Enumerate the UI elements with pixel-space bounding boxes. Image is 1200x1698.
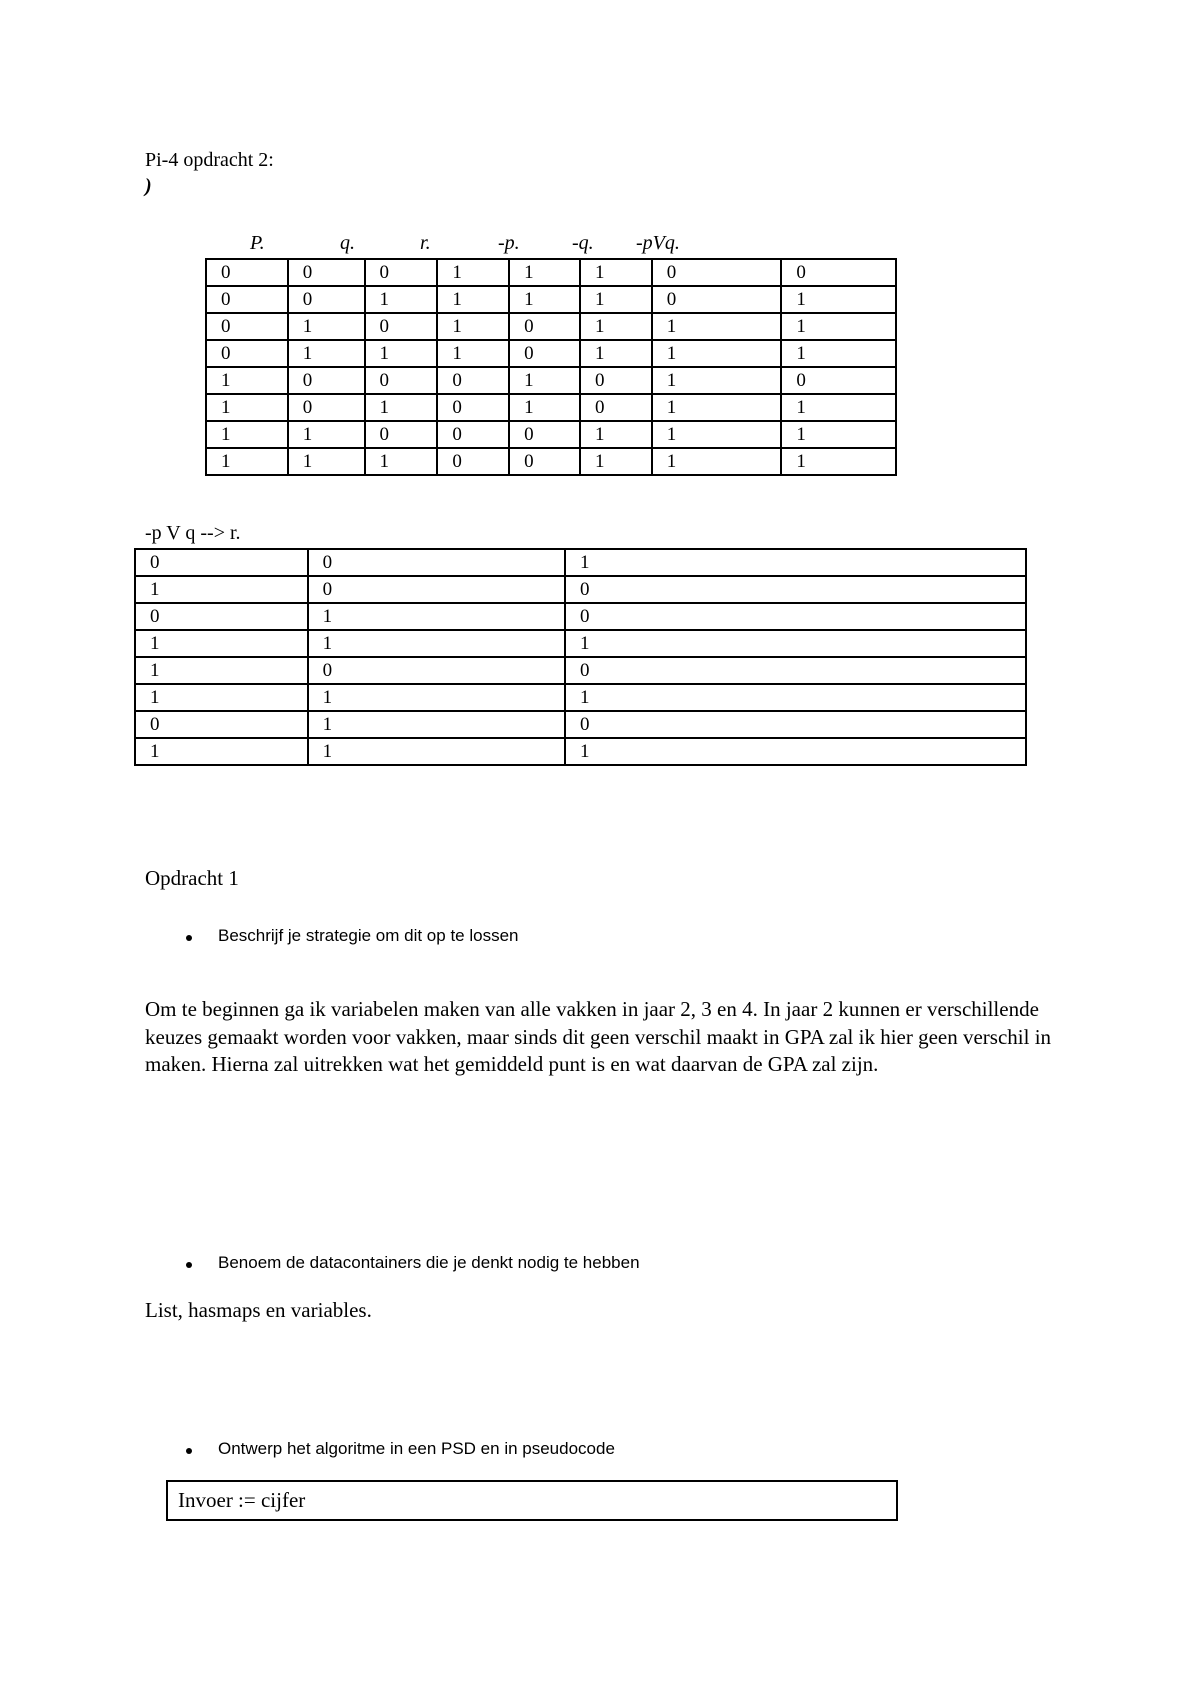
table-cell: 1 bbox=[288, 421, 365, 448]
table-cell: 1 bbox=[308, 630, 565, 657]
table-cell: 0 bbox=[437, 367, 509, 394]
table-cell: 0 bbox=[437, 448, 509, 475]
table-cell: 1 bbox=[206, 367, 288, 394]
table-cell: 1 bbox=[135, 684, 308, 711]
table-cell: 1 bbox=[206, 448, 288, 475]
table-cell: 1 bbox=[652, 340, 782, 367]
table-cell: 0 bbox=[565, 657, 1026, 684]
table-cell: 1 bbox=[206, 421, 288, 448]
bullet-algorithm: Ontwerp het algoritme in een PSD en in pseudocode bbox=[218, 1439, 615, 1458]
table-cell: 0 bbox=[437, 394, 509, 421]
table-cell: 0 bbox=[565, 603, 1026, 630]
table-cell: 1 bbox=[580, 340, 652, 367]
table-cell: 0 bbox=[652, 286, 782, 313]
table-cell: 1 bbox=[308, 684, 565, 711]
table-cell: 0 bbox=[288, 367, 365, 394]
table-cell: 0 bbox=[781, 259, 896, 286]
table-cell: 1 bbox=[781, 448, 896, 475]
table-cell: 1 bbox=[365, 340, 438, 367]
table-cell: 0 bbox=[509, 448, 580, 475]
table-cell: 1 bbox=[580, 313, 652, 340]
table-row bbox=[135, 657, 1026, 684]
bullet-strategy: Beschrijf je strategie om dit op te lossen bbox=[218, 926, 519, 945]
table-row bbox=[206, 340, 896, 367]
table-cell: 1 bbox=[437, 313, 509, 340]
table-row bbox=[135, 549, 1026, 576]
table-cell: 0 bbox=[580, 394, 652, 421]
table-row bbox=[206, 367, 896, 394]
implication-table bbox=[134, 548, 1027, 766]
table-row bbox=[206, 286, 896, 313]
table-cell: 1 bbox=[288, 448, 365, 475]
psd-box-text: Invoer := cijfer bbox=[178, 1488, 306, 1512]
table-cell: 0 bbox=[365, 313, 438, 340]
table-cell: 0 bbox=[308, 549, 565, 576]
table-row bbox=[206, 421, 896, 448]
table-cell: 1 bbox=[437, 286, 509, 313]
table-row bbox=[206, 394, 896, 421]
table-cell: 1 bbox=[781, 313, 896, 340]
table-row bbox=[135, 576, 1026, 603]
bullet-icon bbox=[186, 935, 192, 941]
table-cell: 0 bbox=[135, 711, 308, 738]
table2-caption: -p V q --> r. bbox=[145, 522, 241, 544]
table-cell: 1 bbox=[365, 394, 438, 421]
table-cell: 0 bbox=[308, 657, 565, 684]
table-cell: 0 bbox=[365, 259, 438, 286]
table-cell: 1 bbox=[288, 313, 365, 340]
table-cell: 0 bbox=[206, 313, 288, 340]
table-cell: 1 bbox=[437, 340, 509, 367]
table-cell: 0 bbox=[206, 286, 288, 313]
table-cell: 0 bbox=[135, 549, 308, 576]
table-cell: 1 bbox=[206, 394, 288, 421]
table-cell: 1 bbox=[565, 684, 1026, 711]
strategy-paragraph: Om te beginnen ga ik variabelen maken van alle vakken in jaar 2, 3 en 4. In jaar 2 kunnen er verschillende keuzes gemaakt worden voor vakken, maar sinds dit geen verschil maakt in GPA zal ik hier geen verschil in maken. Hierna zal uitrekken wat het gemiddeld punt is en wat daarvan de GPA zal zijn. bbox=[145, 997, 1052, 1076]
table-row bbox=[206, 448, 896, 475]
table-row bbox=[135, 603, 1026, 630]
table-cell: 0 bbox=[308, 576, 565, 603]
table-cell: 1 bbox=[308, 711, 565, 738]
table-cell: 0 bbox=[509, 340, 580, 367]
header-not-p: -p. bbox=[498, 232, 520, 254]
table-row bbox=[206, 259, 896, 286]
table-cell: 1 bbox=[288, 340, 365, 367]
bullet-icon bbox=[186, 1448, 192, 1454]
table-cell: 0 bbox=[206, 340, 288, 367]
table-cell: 0 bbox=[365, 421, 438, 448]
table-cell: 1 bbox=[781, 421, 896, 448]
document-title: Pi-4 opdracht 2: bbox=[145, 149, 274, 171]
table-cell: 1 bbox=[509, 259, 580, 286]
table-cell: 1 bbox=[135, 630, 308, 657]
table-cell: 0 bbox=[565, 711, 1026, 738]
table-cell: 1 bbox=[308, 603, 565, 630]
table-cell: 1 bbox=[509, 367, 580, 394]
table-cell: 1 bbox=[365, 286, 438, 313]
table-cell: 1 bbox=[580, 259, 652, 286]
table-cell: 0 bbox=[652, 259, 782, 286]
header-r: r. bbox=[420, 232, 431, 254]
table-cell: 1 bbox=[135, 738, 308, 765]
table-cell: 0 bbox=[288, 286, 365, 313]
table-cell: 1 bbox=[565, 738, 1026, 765]
header-not-p-or-q: -pVq. bbox=[636, 232, 680, 254]
header-q: q. bbox=[340, 232, 355, 254]
bullet-icon bbox=[186, 1262, 192, 1268]
table-cell: 0 bbox=[437, 421, 509, 448]
table-cell: 0 bbox=[288, 259, 365, 286]
table-cell: 0 bbox=[365, 367, 438, 394]
table-cell: 1 bbox=[580, 421, 652, 448]
table-row bbox=[135, 711, 1026, 738]
table-cell: 0 bbox=[781, 367, 896, 394]
table-cell: 1 bbox=[781, 340, 896, 367]
table-cell: 1 bbox=[365, 448, 438, 475]
header-not-q: -q. bbox=[572, 232, 594, 254]
section-title: Opdracht 1 bbox=[145, 866, 239, 890]
table-cell: 1 bbox=[652, 421, 782, 448]
truth-table bbox=[205, 258, 897, 476]
table-cell: 0 bbox=[288, 394, 365, 421]
table-cell: 0 bbox=[135, 603, 308, 630]
psd-box bbox=[166, 1480, 898, 1521]
table-cell: 1 bbox=[565, 549, 1026, 576]
datacontainers-answer: List, hasmaps en variables. bbox=[145, 1298, 372, 1322]
table-row bbox=[135, 738, 1026, 765]
paren-text: ) bbox=[145, 175, 152, 197]
table-cell: 1 bbox=[580, 448, 652, 475]
table-cell: 1 bbox=[509, 394, 580, 421]
table-cell: 1 bbox=[135, 576, 308, 603]
table-row bbox=[135, 630, 1026, 657]
table-cell: 1 bbox=[509, 286, 580, 313]
table-cell: 1 bbox=[652, 394, 782, 421]
table-row bbox=[135, 684, 1026, 711]
header-p: P. bbox=[250, 232, 265, 254]
table-cell: 1 bbox=[652, 313, 782, 340]
table-cell: 1 bbox=[565, 630, 1026, 657]
table-cell: 1 bbox=[781, 394, 896, 421]
table-cell: 1 bbox=[437, 259, 509, 286]
table-cell: 1 bbox=[135, 657, 308, 684]
table-cell: 1 bbox=[652, 367, 782, 394]
table-cell: 1 bbox=[781, 286, 896, 313]
table-row bbox=[206, 313, 896, 340]
table-cell: 1 bbox=[652, 448, 782, 475]
table-cell: 0 bbox=[509, 313, 580, 340]
table-cell: 1 bbox=[580, 286, 652, 313]
table-cell: 0 bbox=[565, 576, 1026, 603]
bullet-datacontainers: Benoem de datacontainers die je denkt nodig te hebben bbox=[218, 1253, 640, 1272]
table-cell: 1 bbox=[308, 738, 565, 765]
table-cell: 0 bbox=[509, 421, 580, 448]
table-cell: 0 bbox=[580, 367, 652, 394]
table-cell: 0 bbox=[206, 259, 288, 286]
